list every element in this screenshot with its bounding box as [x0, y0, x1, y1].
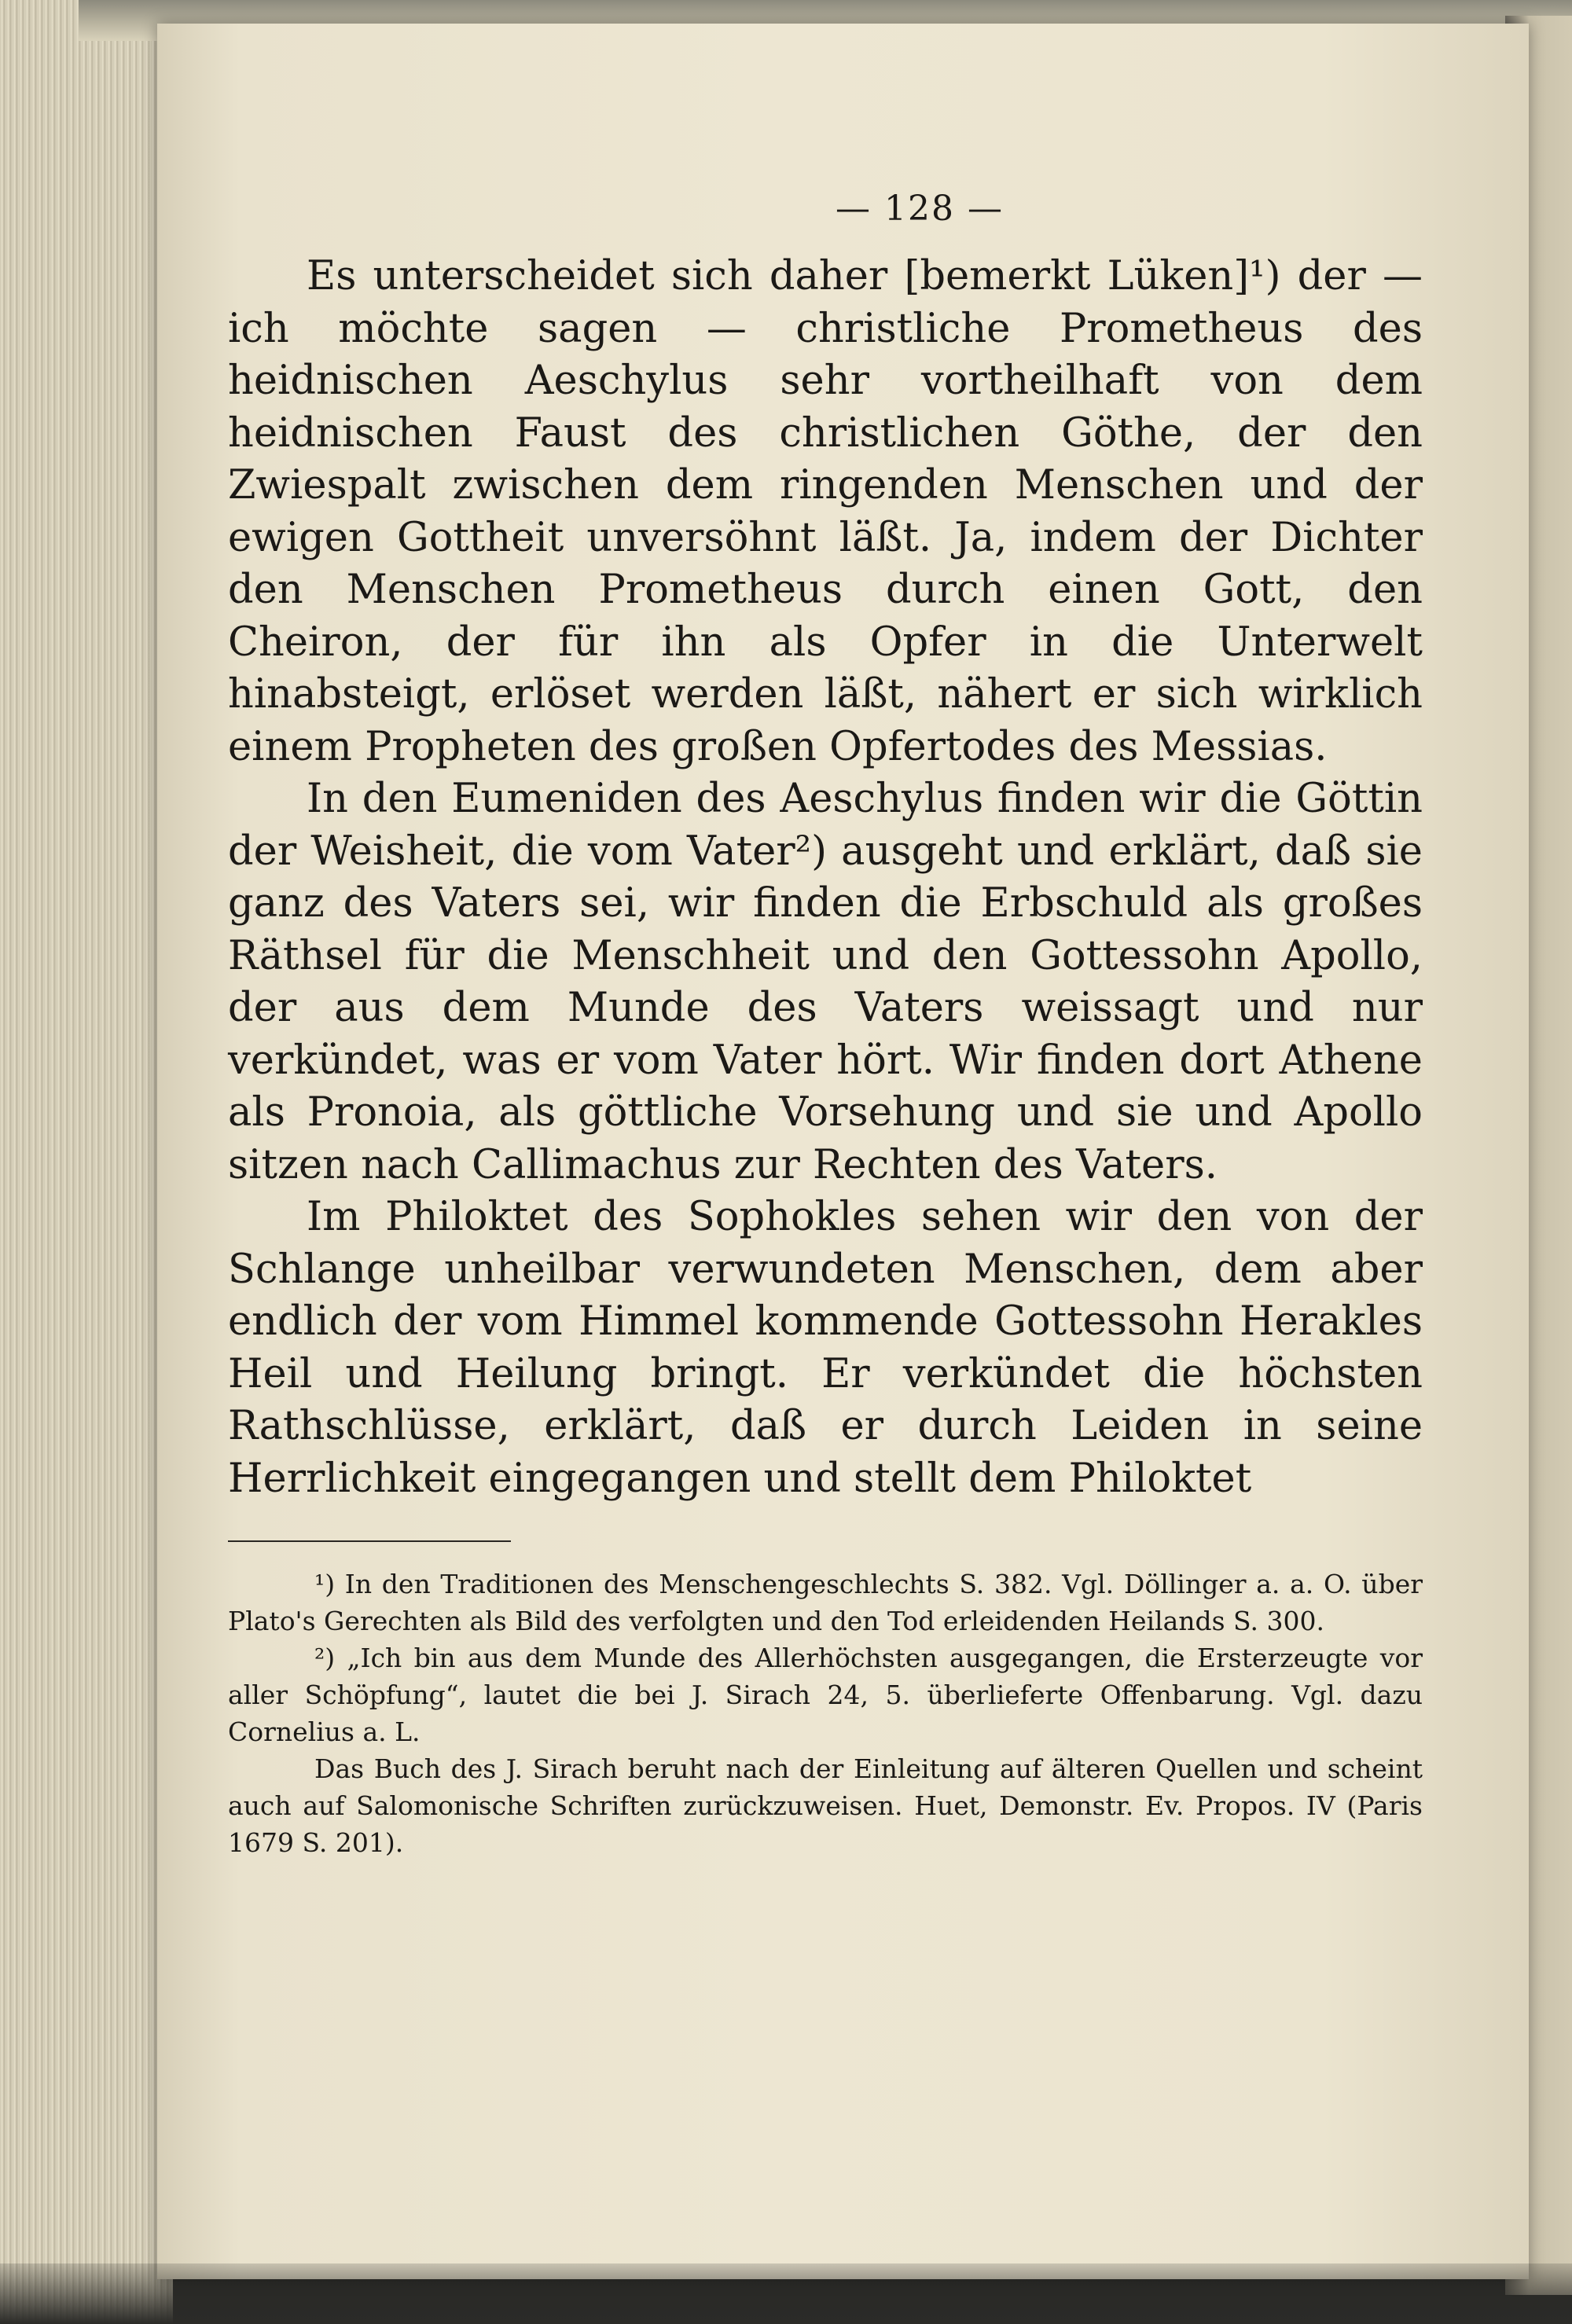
footnote-2-continuation: Das Buch des J. Sirach beruht nach der Einleitung auf älteren Quellen und scheint auch auf Salomonische Schriften zurückzuweisen. Huet, Demonstr. Ev. Propos. IV (Paris 1679 S. 201). [228, 1753, 1423, 1858]
footnote-1: ¹) In den Traditionen des Menschengeschlechts S. 382. Vgl. Döllinger a. a. O. über Plato's Gerechten als Bild des verfolgten und den Tod erleidenden Heilands S. 300. [228, 1569, 1423, 1636]
footnote-divider [228, 1540, 511, 1542]
footnote-2: ²) „Ich bin aus dem Munde des Allerhöchsten ausgegangen, die Ersterzeugte vor aller Schöpfung“, lautet die bei J. Sirach 24, 5. überlieferte Offenbarung. Vgl. dazu Cornelius a. L. [228, 1643, 1423, 1747]
bottom-shadow [0, 2263, 1572, 2324]
footnotes [228, 1566, 1423, 1861]
body-text [228, 251, 1423, 1505]
left-page-stack [0, 0, 173, 2324]
paragraph-eumeniden: In den Eumeniden des Aeschylus finden wir die Göttin der Weisheit, die vom Vater²) ausgeht und erklärt, daß sie ganz des Vaters sei, wir finden die Erbschuld als großes Räthsel für die Menschheit und den Gottessohn Apollo, der aus dem Munde des Vaters weissagt und nur verkündet, was er vom Vater hört. Wir finden dort Athene als Pronoia, als göttliche Vorsehung und sie und Apollo sitzen nach Callimachus zur Rechten des Vaters. [228, 776, 1423, 1188]
paragraph-philoktet: Im Philoktet des Sophokles sehen wir den von der Schlange unheilbar verwundeten Menschen, dem aber endlich der vom Himmel kommende Gottessohn Herakles Heil und Heilung bringt. Er verkündet die höchsten Rathschlüsse, erklärt, daß er durch Leiden in seine Herrlichkeit eingegangen und stellt dem Philoktet [228, 1194, 1423, 1502]
page-number: — 128 — [836, 189, 1004, 229]
paragraph-prometheus: Es unterscheidet sich daher [bemerkt Lüken]¹) der — ich möchte sagen — christliche Prometheus des heidnischen Aeschylus sehr vortheilhaft von dem heidnischen Faust des christlichen Göthe, der den Zwiespalt zwischen dem ringenden Menschen und der ewigen Gottheit unversöhnt läßt. Ja, indem der Dichter den Menschen Prometheus durch einen Gott, den Cheiron, der für ihn als Opfer in die Unterwelt hinabsteigt, erlöset werden läßt, nähert er sich wirklich einem Propheten des großen Opfertodes des Messias. [228, 253, 1423, 770]
page-content [228, 189, 1423, 1861]
